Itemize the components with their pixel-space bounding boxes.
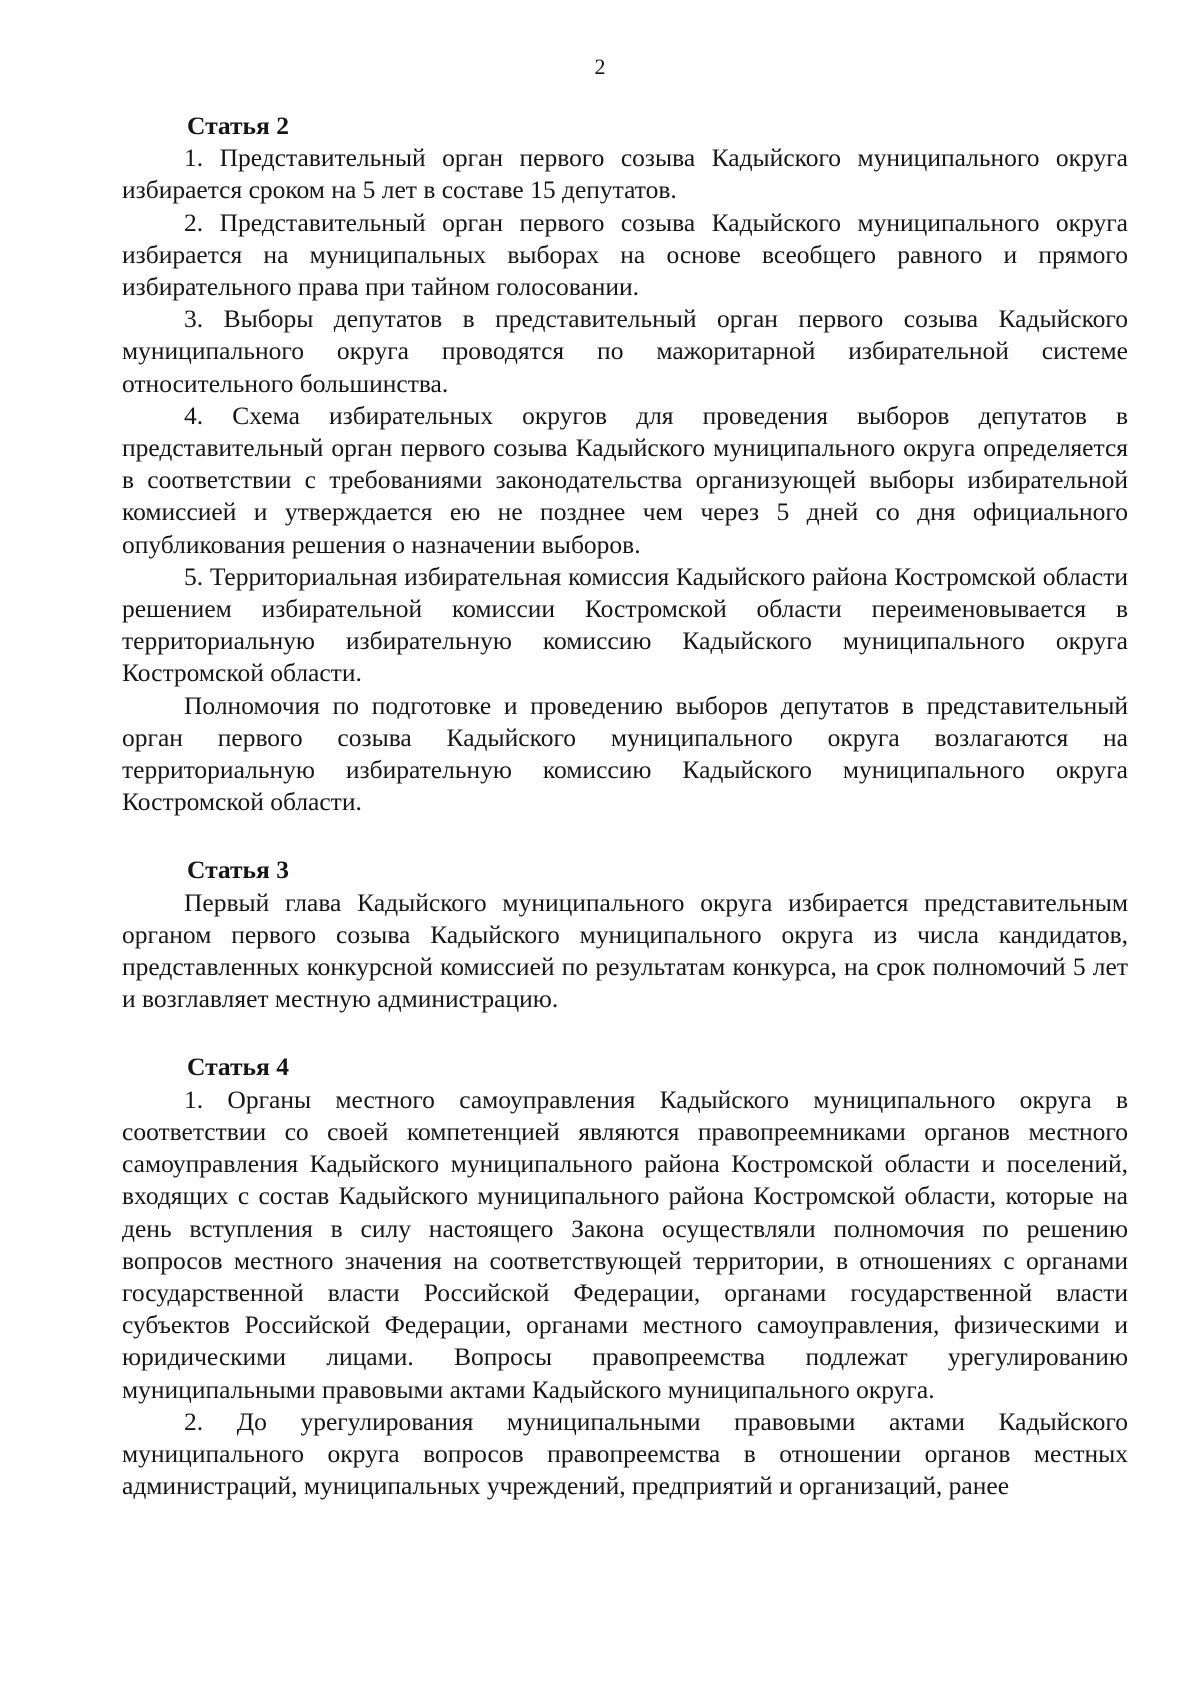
article-3: [122, 854, 1128, 1015]
article-4-paragraph-1: 1. Органы местного самоуправления Кадыйского муниципального округа в соответствии со своей компетенцией являются правопреемниками органов местного самоуправления Кадыйского муниципального района Костромской области и поселений, входящих с состав Кадыйского муниципального района Костромской области, которые на день вступления в силу настоящего Закона осуществляли полномочия по решению вопросов местного значения на соответствующей территории, в отношениях с органами государственной власти Российской Федерации, органами государственной власти субъектов Российской Федерации, органами местного самоуправления, физическими и юридическими лицами. Вопросы правопреемства подлежат урегулированию муниципальными правовыми актами Кадыйского муниципального округа.: [122, 1084, 1128, 1404]
article-2: [122, 110, 1128, 818]
article-2-paragraph-1: 1. Представительный орган первого созыва Кадыйского муниципального округа избирается сроком на 5 лет в составе 15 депутатов.: [122, 143, 1128, 205]
article-heading: Статья 2: [187, 111, 289, 140]
article-heading: Статья 4: [187, 1052, 289, 1082]
document-body: [122, 110, 1128, 1502]
article-heading: Статья 3: [187, 855, 289, 885]
article-3-paragraph-1: Первый глава Кадыйского муниципального округа избирается представительным органом первого созыва Кадыйского муниципального округа из числа кандидатов, представленных конкурсной комиссией по результатам конкурса, на срок полномочий 5 лет и возглавляет местную администрацию.: [122, 887, 1128, 1014]
article-2-paragraph-5: 5. Территориальная избирательная комиссия Кадыйского района Костромской области решением избирательной комиссии Костромской области переименовывается в территориальную избирательную комиссию Кадыйского муниципального округа Костромской области.: [122, 561, 1128, 688]
article-2-paragraph-4: 4. Схема избирательных округов для проведения выборов депутатов в представительный орган первого созыва Кадыйского муниципального округа определяется в соответствии с требованиями законодательства организующей выборы избирательной комиссией и утверждается ею не позднее чем через 5 дней со дня официального опубликования решения о назначении выборов.: [122, 400, 1128, 559]
page-number: 2: [594, 54, 606, 79]
article-2-paragraph-3: 3. Выборы депутатов в представительный орган первого созыва Кадыйского муниципального округа проводятся по мажоритарной избирательной системе относительного большинства.: [122, 304, 1128, 398]
article-2-paragraph-6: Полномочия по подготовке и проведению выборов депутатов в представительный орган первого созыва Кадыйского муниципального округа возлагаются на территориальную избирательную комиссию Кадыйского муниципального округа Костромской области.: [122, 690, 1128, 817]
article-4-paragraph-2: 2. До урегулирования муниципальными правовыми актами Кадыйского муниципального округа вопросов правопреемства в отношении органов местных администраций, муниципальных учреждений, предприятий и организаций, ранее: [122, 1406, 1128, 1501]
article-4: [122, 1051, 1128, 1502]
article-2-paragraph-2: 2. Представительный орган первого созыва Кадыйского муниципального округа избирается на муниципальных выборах на основе всеобщего равного и прямого избирательного права при тайном голосовании.: [122, 207, 1128, 302]
